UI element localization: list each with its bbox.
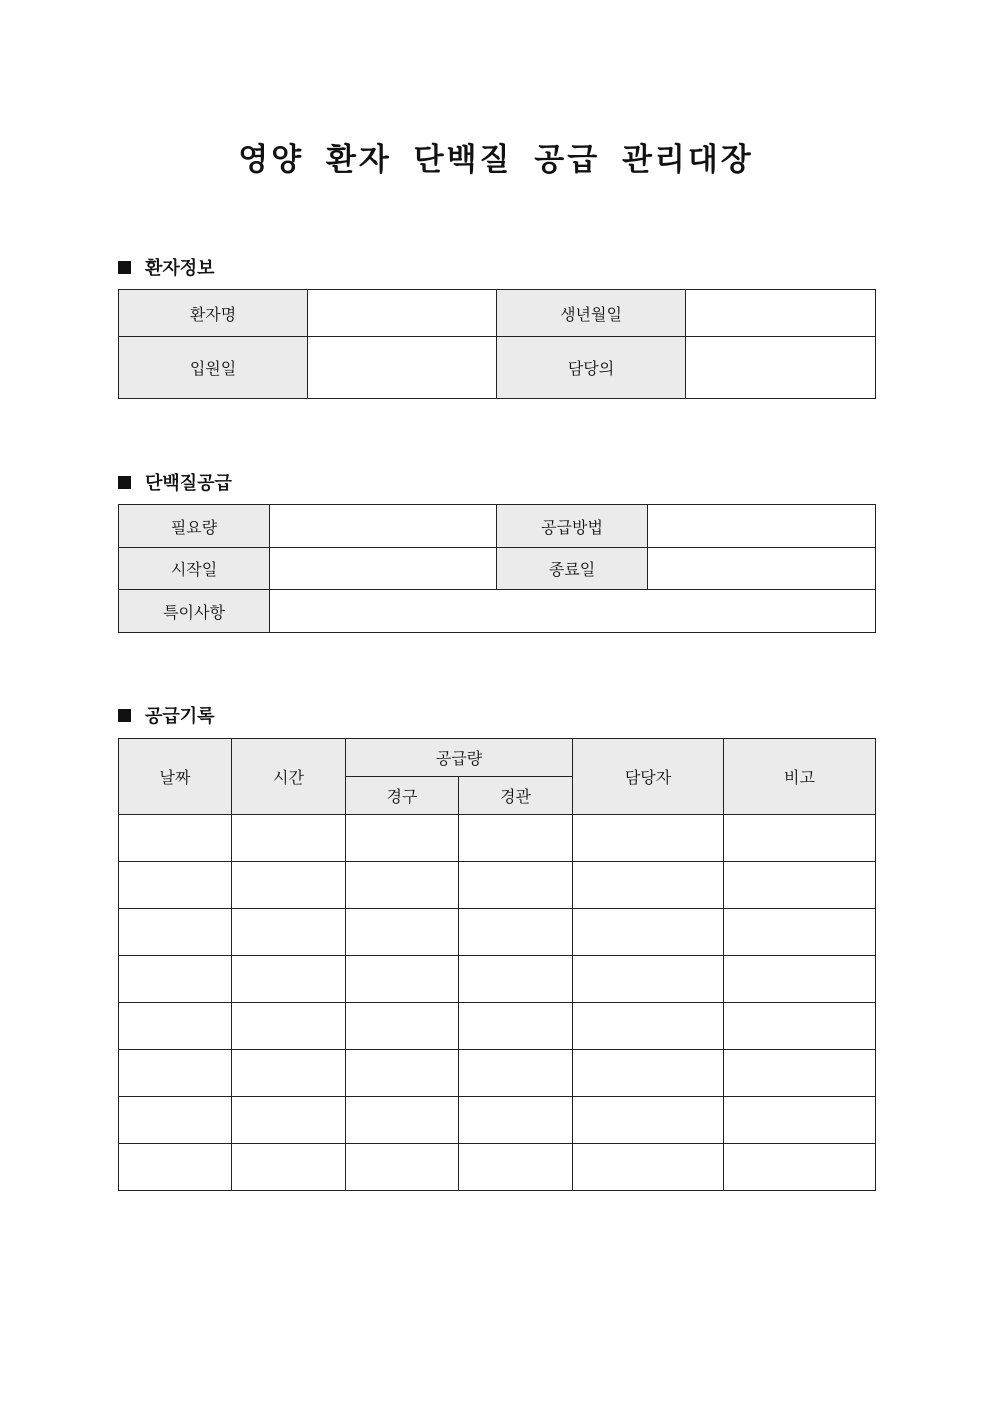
record-cell-tube[interactable]	[459, 1144, 573, 1191]
table-row	[119, 815, 876, 862]
admission-date-field[interactable]	[308, 337, 497, 399]
section-heading-label: 환자정보	[145, 258, 215, 279]
record-cell-oral[interactable]	[346, 956, 459, 1003]
special-notes-field[interactable]	[270, 590, 876, 633]
record-cell-staff[interactable]	[573, 862, 724, 909]
record-cell-staff[interactable]	[573, 956, 724, 1003]
record-cell-oral[interactable]	[346, 909, 459, 956]
patient-name-label: 환자명	[119, 290, 308, 337]
record-cell-tube[interactable]	[459, 909, 573, 956]
record-cell-time[interactable]	[232, 1144, 346, 1191]
record-cell-oral[interactable]	[346, 1003, 459, 1050]
record-cell-oral[interactable]	[346, 862, 459, 909]
table-row	[119, 862, 876, 909]
record-cell-date[interactable]	[119, 1097, 232, 1144]
record-cell-staff[interactable]	[573, 1097, 724, 1144]
attending-doctor-label: 담당의	[497, 337, 686, 399]
record-cell-oral[interactable]	[346, 815, 459, 862]
protein-supply-table	[118, 504, 876, 633]
record-cell-remarks[interactable]	[724, 1144, 876, 1191]
table-row	[119, 1097, 876, 1144]
document-title: 영양 환자 단백질 공급 관리대장	[238, 142, 754, 178]
record-cell-time[interactable]	[232, 1003, 346, 1050]
table-row	[119, 1003, 876, 1050]
column-header-tube: 경관	[459, 777, 573, 815]
record-cell-staff[interactable]	[573, 1003, 724, 1050]
record-cell-date[interactable]	[119, 1144, 232, 1191]
record-cell-time[interactable]	[232, 862, 346, 909]
column-header-remarks: 비고	[724, 739, 876, 815]
section-heading-supply-record	[118, 702, 215, 728]
record-cell-remarks[interactable]	[724, 1003, 876, 1050]
record-cell-tube[interactable]	[459, 862, 573, 909]
supply-record-table	[118, 738, 876, 1191]
table-row	[119, 1144, 876, 1191]
section-heading-label: 공급기록	[145, 706, 215, 727]
record-cell-remarks[interactable]	[724, 1097, 876, 1144]
column-header-supply-amount: 공급량	[346, 739, 573, 777]
record-cell-remarks[interactable]	[724, 909, 876, 956]
square-bullet-icon	[118, 709, 131, 722]
record-cell-tube[interactable]	[459, 815, 573, 862]
record-cell-date[interactable]	[119, 815, 232, 862]
square-bullet-icon	[118, 261, 131, 274]
supply-method-label: 공급방법	[497, 505, 648, 548]
end-date-field[interactable]	[648, 548, 876, 590]
record-cell-remarks[interactable]	[724, 1050, 876, 1097]
attending-doctor-field[interactable]	[686, 337, 876, 399]
patient-info-table	[118, 289, 876, 399]
record-cell-tube[interactable]	[459, 1050, 573, 1097]
column-header-time: 시간	[232, 739, 346, 815]
table-row	[119, 1050, 876, 1097]
record-cell-oral[interactable]	[346, 1097, 459, 1144]
record-cell-staff[interactable]	[573, 1144, 724, 1191]
record-cell-staff[interactable]	[573, 1050, 724, 1097]
birth-date-field[interactable]	[686, 290, 876, 337]
record-cell-oral[interactable]	[346, 1050, 459, 1097]
record-cell-tube[interactable]	[459, 1097, 573, 1144]
record-cell-date[interactable]	[119, 862, 232, 909]
record-cell-staff[interactable]	[573, 909, 724, 956]
special-notes-label: 특이사항	[119, 590, 270, 633]
record-cell-time[interactable]	[232, 1050, 346, 1097]
column-header-date: 날짜	[119, 739, 232, 815]
record-cell-time[interactable]	[232, 1097, 346, 1144]
column-header-oral: 경구	[346, 777, 459, 815]
square-bullet-icon	[118, 476, 131, 489]
table-row	[119, 909, 876, 956]
record-cell-remarks[interactable]	[724, 956, 876, 1003]
required-amount-field[interactable]	[270, 505, 497, 548]
table-row	[119, 956, 876, 1003]
supply-method-field[interactable]	[648, 505, 876, 548]
admission-date-label: 입원일	[119, 337, 308, 399]
start-date-label: 시작일	[119, 548, 270, 590]
record-cell-date[interactable]	[119, 909, 232, 956]
section-heading-protein-supply	[118, 469, 232, 495]
record-cell-oral[interactable]	[346, 1144, 459, 1191]
start-date-field[interactable]	[270, 548, 497, 590]
record-cell-date[interactable]	[119, 1003, 232, 1050]
section-heading-label: 단백질공급	[145, 473, 232, 494]
column-header-staff: 담당자	[573, 739, 724, 815]
end-date-label: 종료일	[497, 548, 648, 590]
record-cell-time[interactable]	[232, 909, 346, 956]
birth-date-label: 생년월일	[497, 290, 686, 337]
patient-name-field[interactable]	[308, 290, 497, 337]
record-cell-staff[interactable]	[573, 815, 724, 862]
record-cell-tube[interactable]	[459, 1003, 573, 1050]
record-cell-time[interactable]	[232, 956, 346, 1003]
record-cell-remarks[interactable]	[724, 862, 876, 909]
record-cell-remarks[interactable]	[724, 815, 876, 862]
record-cell-date[interactable]	[119, 956, 232, 1003]
record-cell-time[interactable]	[232, 815, 346, 862]
required-amount-label: 필요량	[119, 505, 270, 548]
record-cell-tube[interactable]	[459, 956, 573, 1003]
section-heading-patient-info	[118, 254, 215, 280]
record-cell-date[interactable]	[119, 1050, 232, 1097]
